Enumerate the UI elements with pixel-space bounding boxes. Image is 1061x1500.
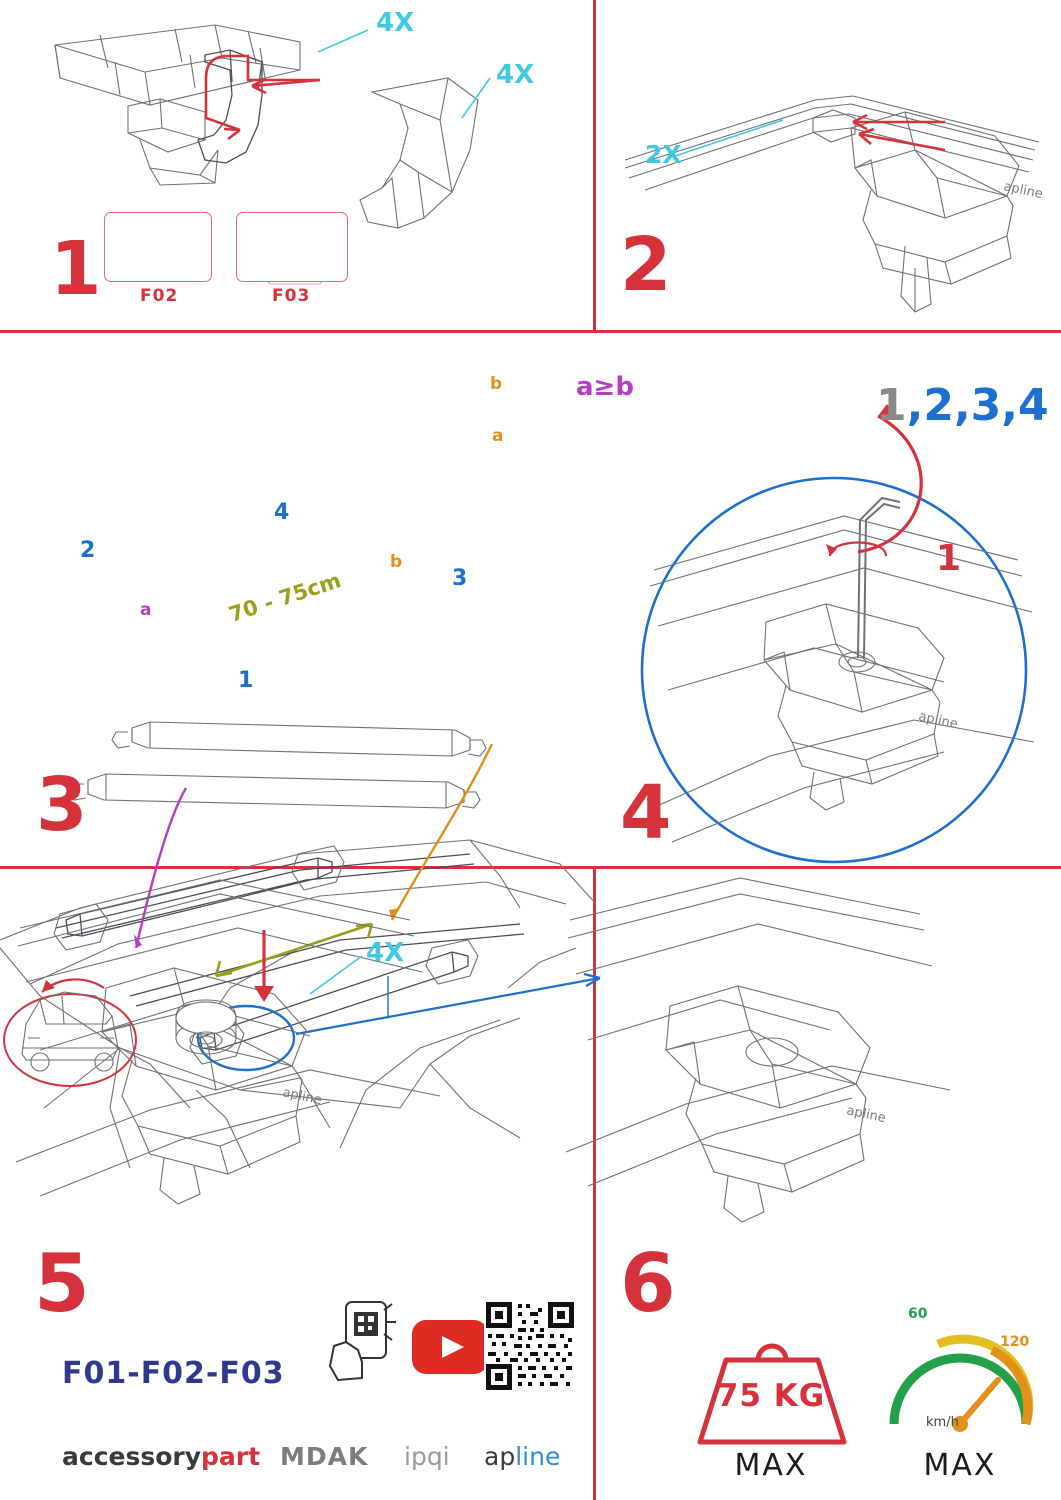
brand-apline: apline [484, 1442, 561, 1471]
scan-qr-hand-icon [328, 1300, 398, 1386]
weight-limit-value: 75 KG [716, 1378, 826, 1414]
divider-col-top [593, 0, 596, 330]
brand-ipqi: ipqi [404, 1442, 450, 1471]
step-3-distance-label: 70 - 75cm [226, 568, 344, 627]
speed-max-caption: MAX [923, 1448, 997, 1483]
step-3-label-b-car: b [390, 552, 403, 572]
gauge-tick-120: 120 [1000, 1334, 1030, 1350]
brand-mdak: MDAK [280, 1442, 369, 1471]
step-1-qty-label-1: 4X [376, 8, 415, 38]
step-2-number: 2 [620, 222, 670, 308]
step-3-position-1: 1 [238, 668, 254, 693]
step-3-position-2: 2 [80, 538, 96, 563]
step-3-ratio-label: a≥b [576, 372, 634, 402]
step-3-number: 3 [36, 762, 86, 848]
svg-text:apline: apline [281, 1085, 324, 1109]
step-3-label-a-bar: a [492, 426, 504, 446]
step-5-finished-illustration [560, 890, 1000, 1220]
step-6-number: 6 [620, 1237, 674, 1330]
youtube-icon[interactable] [412, 1320, 488, 1374]
product-codes: F01-F02-F03 [62, 1356, 285, 1391]
brand-accessorypart: accessorypart [62, 1442, 261, 1471]
step-5-illustration [10, 890, 580, 1220]
step-4-sequence-label: 1,2,3,4 [876, 380, 1049, 431]
step-3-label-a-car: a [140, 600, 152, 620]
qr-code[interactable] [484, 1300, 576, 1392]
step-4-illustration [614, 390, 1054, 860]
step-5-number: 5 [34, 1237, 88, 1330]
step-1-number: 1 [50, 226, 100, 312]
divider-row-1 [0, 330, 1061, 333]
step-1-qty-label-2: 4X [496, 60, 535, 90]
weight-max-caption: MAX [734, 1448, 808, 1483]
step-3-label-b-bar: b [490, 374, 503, 394]
step-1-inset-caption-f03: F03 [272, 286, 311, 306]
svg-text:km/h: km/h [926, 1415, 959, 1430]
svg-text:apline: apline [1002, 179, 1045, 203]
step-3-position-3: 3 [452, 566, 468, 591]
step-1-inset-f03 [236, 212, 348, 282]
step-5-qty-label: 4X [366, 938, 405, 968]
step-1-inset-f02 [104, 212, 212, 282]
svg-text:apline: apline [917, 709, 960, 733]
step-1-inset-caption-f02: F02 [140, 286, 179, 306]
step-3-illustration [0, 348, 600, 868]
step-4-number: 4 [620, 770, 670, 856]
step-3-position-4: 4 [274, 500, 290, 525]
gauge-tick-60: 60 [908, 1306, 928, 1322]
step-4-turn-label: 1 [936, 538, 962, 579]
svg-text:apline: apline [845, 1103, 888, 1127]
step-2-qty-label: 2X [645, 140, 682, 169]
